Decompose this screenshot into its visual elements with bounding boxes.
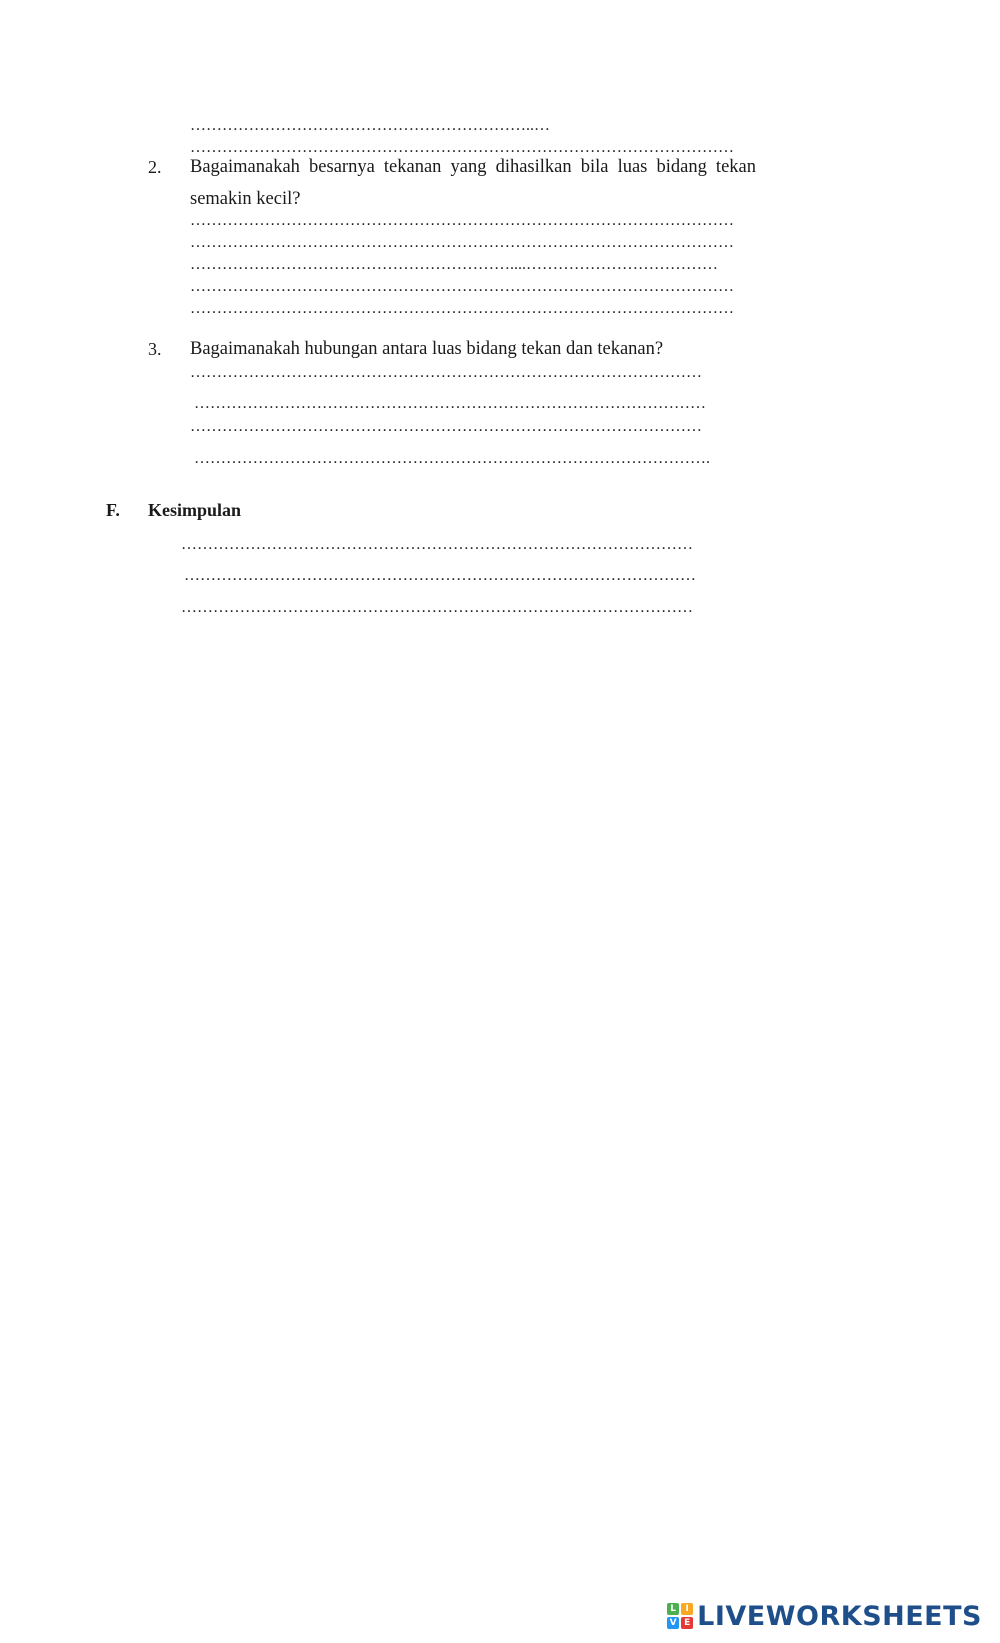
- conclusion-answer-line-2: ……………………………………………………………………………………: [184, 567, 696, 584]
- q3-number: 3.: [148, 339, 162, 359]
- q2-question-line-1: Bagaimanakah besarnya tekanan yang dihasilkan bila luas bidang tekan: [190, 157, 756, 177]
- q3-answer-line-3: ……………………………………………………………………………………: [190, 418, 702, 435]
- logo-cell-l: L: [667, 1603, 679, 1615]
- liveworksheets-logo: [667, 1599, 982, 1633]
- q3-question: Bagaimanakah hubungan antara luas bidang tekan dan tekanan?: [190, 339, 664, 359]
- section-f-title: Kesimpulan: [148, 500, 242, 520]
- q2-answer-line-4: …………………………………………………………………………………………: [190, 278, 734, 295]
- q3-answer-line-2: ……………………………………………………………………………………: [194, 395, 706, 412]
- logo-cell-e: E: [681, 1617, 693, 1629]
- q1-answer-line-2: …………………………………………………………………………………………: [190, 139, 734, 156]
- q2-number: 2.: [148, 157, 162, 177]
- q2-answer-line-1: …………………………………………………………………………………………: [190, 212, 734, 229]
- q3-answer-line-1: ……………………………………………………………………………………: [190, 364, 702, 381]
- q2-answer-line-2: …………………………………………………………………………………………: [190, 234, 734, 251]
- q2-answer-line-3: ……………………………………………………....………………………………: [190, 256, 718, 273]
- q2-question-line-2: semakin kecil?: [190, 189, 301, 209]
- q1-answer-line-1: ………………………………………………………..…: [190, 117, 550, 134]
- logo-cell-i: I: [681, 1603, 693, 1615]
- q2-answer-line-5: …………………………………………………………………………………………: [190, 300, 734, 317]
- conclusion-answer-line-1: ……………………………………………………………………………………: [181, 536, 693, 553]
- q3-answer-line-4: …………………………………………………………………………………….: [194, 450, 710, 467]
- section-f-label: F.: [106, 500, 120, 520]
- logo-cell-v: V: [667, 1617, 679, 1629]
- logo-grid-icon: [667, 1603, 693, 1629]
- conclusion-answer-line-3: ……………………………………………………………………………………: [181, 599, 693, 616]
- logo-wordmark: LIVEWORKSHEETS: [697, 1600, 982, 1632]
